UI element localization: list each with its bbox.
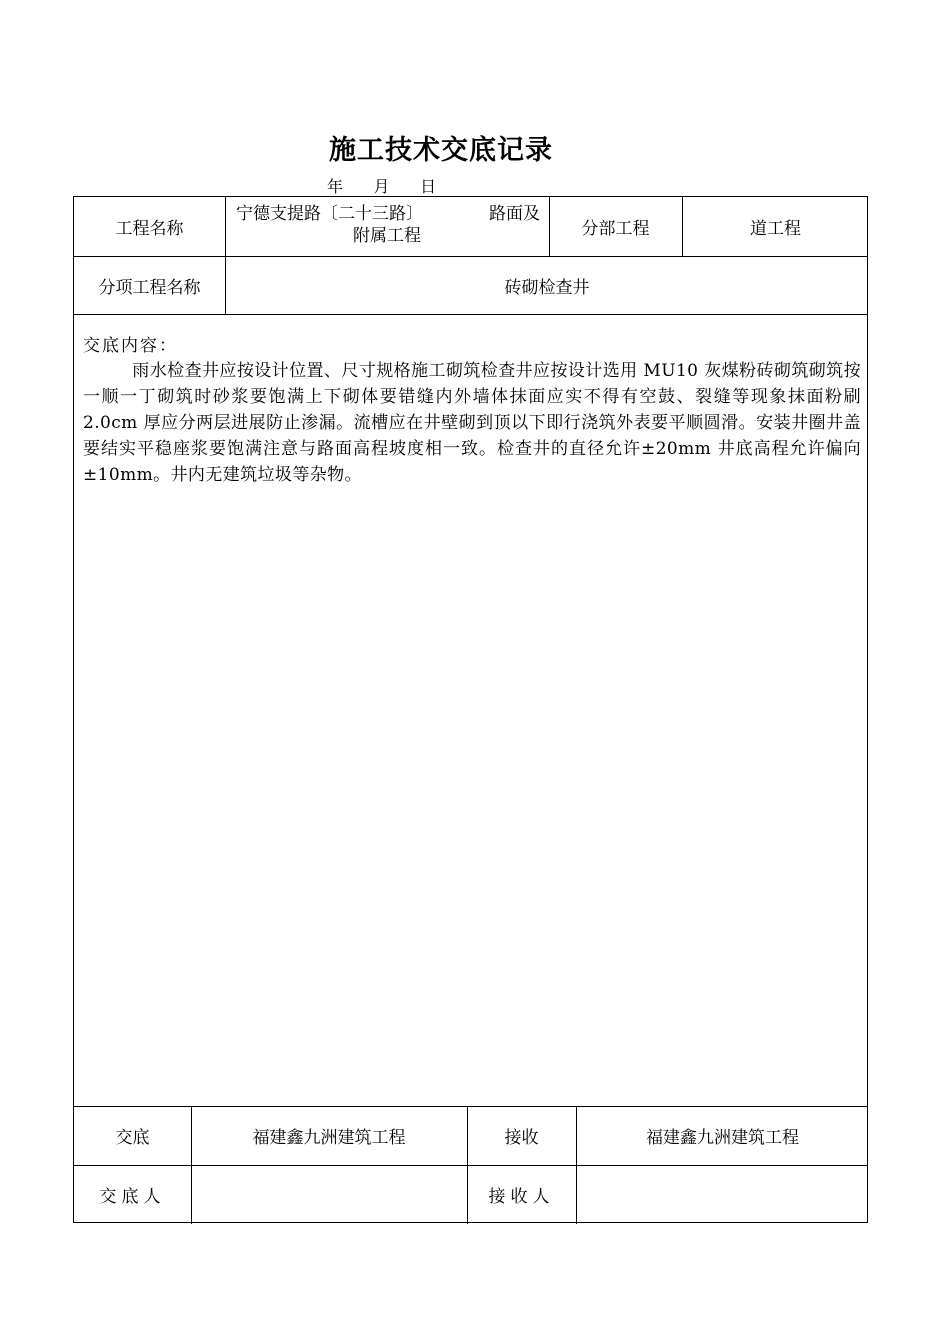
project-name-part2: 路面及 (489, 204, 540, 224)
receive-person-field[interactable] (576, 1165, 869, 1223)
project-name-part1: 宁德支提路〔二十三路〕 (236, 204, 423, 224)
subitem-label: 分项工程名称 (98, 277, 201, 298)
handover-person-field[interactable] (191, 1165, 467, 1223)
handover-label: 交底 (115, 1128, 150, 1148)
subitem-value: 砖砌检查井 (504, 277, 590, 298)
receive-company: 福建鑫九洲建筑工程 (646, 1128, 799, 1148)
date-line (327, 174, 436, 197)
date-month: 月 (373, 177, 390, 196)
project-name-label: 工程名称 (115, 219, 184, 239)
content-heading: 交底内容： (83, 336, 178, 356)
page-title: 施工技术交底记录 (329, 135, 553, 166)
row-divider (74, 314, 867, 315)
receive-label: 接收 (504, 1128, 539, 1148)
handover-company: 福建鑫九洲建筑工程 (252, 1128, 406, 1148)
division-value: 道工程 (750, 219, 801, 239)
date-day: 日 (420, 177, 437, 196)
handover-content (83, 333, 861, 488)
content-body: 雨水检查井应按设计位置、尺寸规格施工砌筑检查井应按设计选用 MU10 灰煤粉砖砌筑砌筑按一顺一丁砌筑时砂浆要饱满上下砌体要错缝内外墙体抹面应实不得有空鼓、裂缝等现象抹面粉刷 2.0cm 厚应分两层进展防止渗漏。流槽应在井壁砌到顶以下即行浇筑外表要平顺圆滑。安装井圈井盖要结实平稳座浆要饱满注意与路面高程坡度相一致。检查井的直径允许±20mm 井底高程允许偏向±10mm。井内无建筑垃圾等杂物。 (83, 361, 861, 485)
division-label: 分部工程 (581, 219, 650, 239)
project-name-part3: 附属工程 (353, 226, 421, 246)
project-name-value (226, 203, 548, 255)
date-year: 年 (327, 177, 344, 196)
handover-person-label: 交底人 (99, 1186, 166, 1207)
receive-person-label: 接收人 (488, 1186, 555, 1207)
record-table (73, 196, 868, 1223)
